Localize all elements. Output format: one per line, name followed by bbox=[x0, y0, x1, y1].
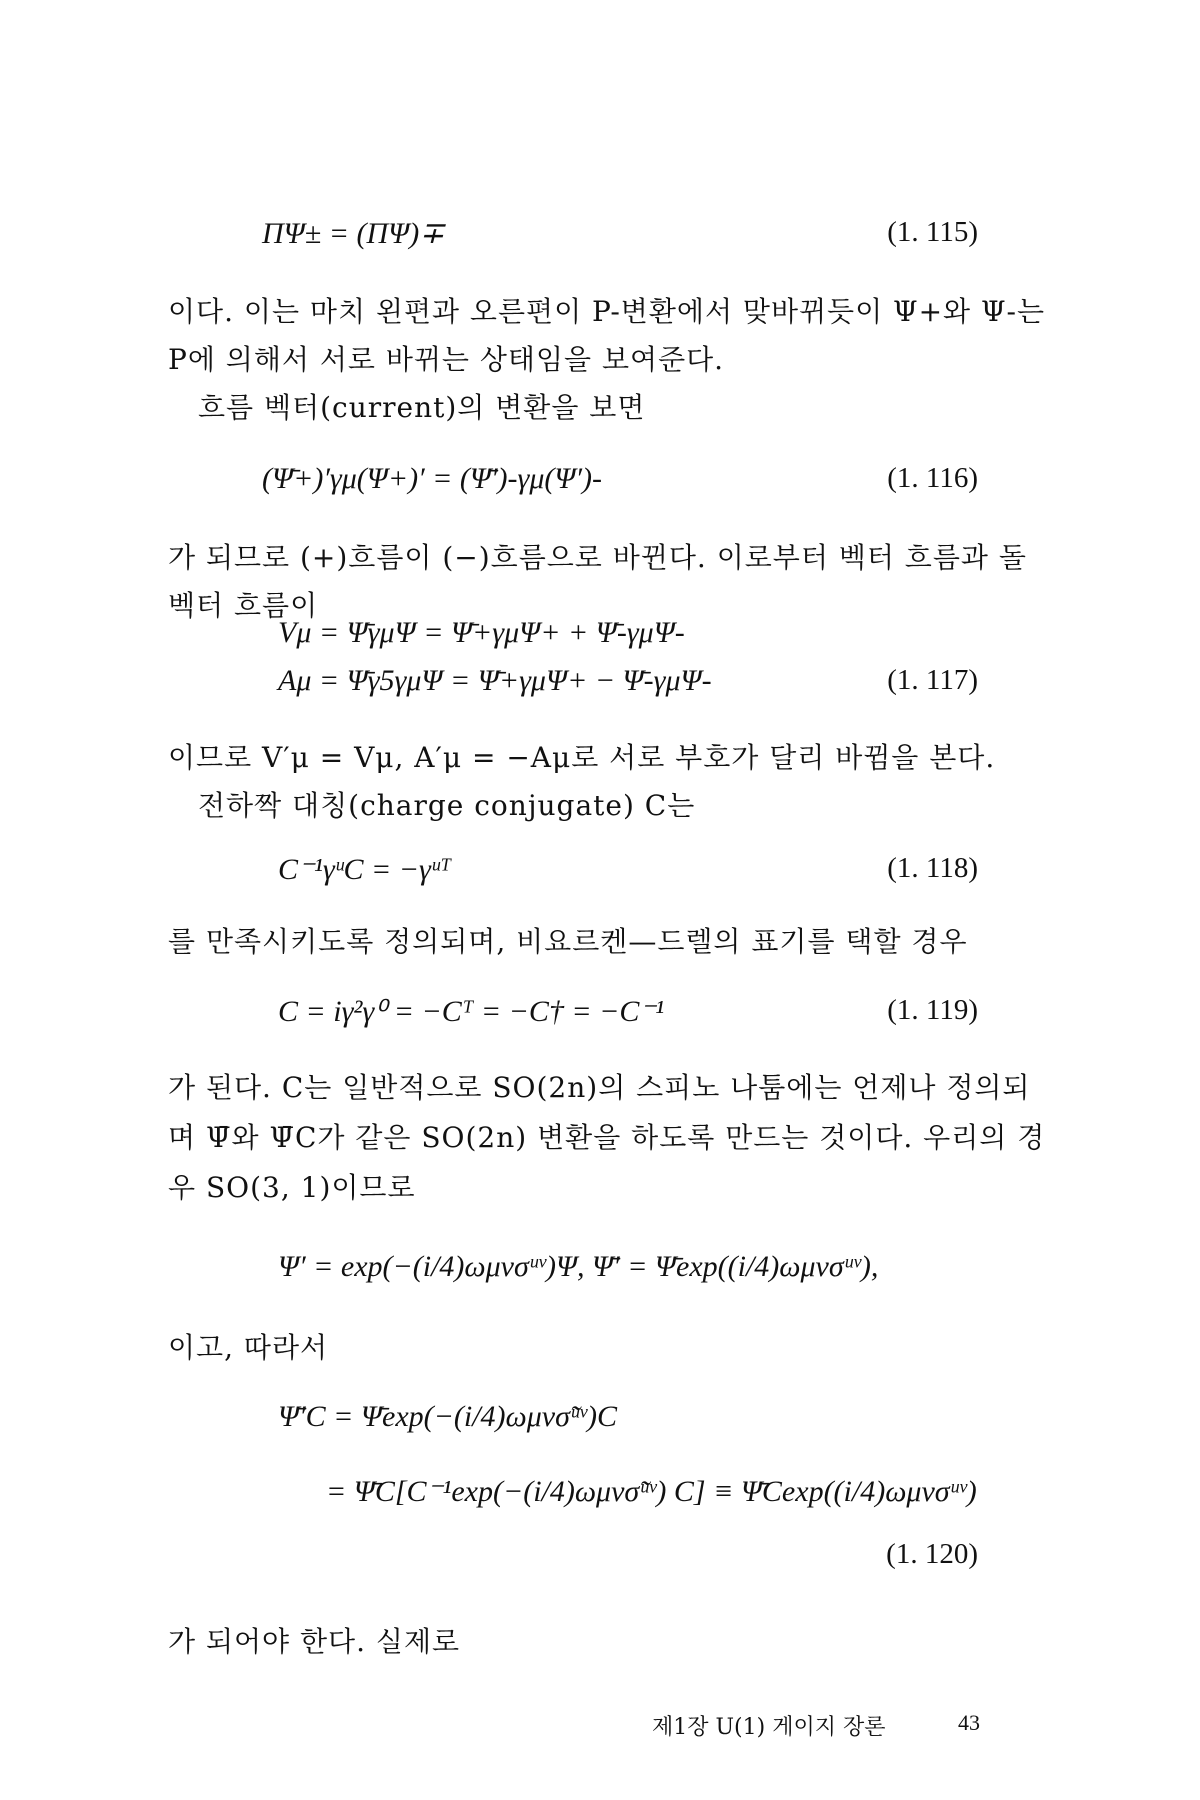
page-number: 43 bbox=[958, 1710, 980, 1735]
equation-number-1-119: (1. 119) bbox=[887, 994, 978, 1026]
paragraph-3-line-1: 가 되므로 (+)흐름이 (−)흐름으로 바뀐다. 이로부터 벡터 흐름과 돌 bbox=[168, 541, 1027, 574]
paragraph-4-line-2: 전하짝 대칭(charge conjugate) C는 bbox=[198, 789, 696, 822]
running-footer-chapter: 제1장 U(1) 게이지 장론 bbox=[652, 1715, 886, 1740]
paragraph-2-line-1: 흐름 벡터(current)의 변환을 보면 bbox=[198, 391, 646, 424]
paragraph-6-line-2: 며 Ψ̄와 Ψ̄C가 같은 SO(2n) 변환을 하도록 만드는 것이다. 우리의 경 bbox=[168, 1121, 1046, 1154]
paragraph-4-line-1: 이므로 V′μ = Vμ, A′μ = −Aμ로 서로 부호가 달리 바뀜을 본다. bbox=[168, 741, 996, 774]
equation-1-116: (Ψ̄+)′γμ(Ψ+)′ = (Ψ̄′)-γμ(Ψ′)- bbox=[262, 462, 603, 495]
equation-1-117-axial: Aμ = Ψ̄γ5γμΨ = Ψ̄+γμΨ+ − Ψ̄-γμΨ- bbox=[278, 664, 712, 697]
equation-number-1-118: (1. 118) bbox=[887, 852, 978, 884]
paragraph-1-line-1: 이다. 이는 마치 왼편과 오른편이 P-변환에서 맞바뀌듯이 Ψ+와 Ψ-는 bbox=[168, 295, 1046, 328]
equation-1-118: C⁻¹γᵘC = −γᵘᵀ bbox=[278, 853, 452, 886]
equation-number-1-116: (1. 116) bbox=[887, 462, 978, 494]
equation-1-115: ΠΨ± = (ΠΨ)∓ bbox=[262, 217, 445, 250]
equation-number-1-115: (1. 115) bbox=[887, 216, 978, 248]
equation-1-120-line-2: = Ψ̄C[C⁻¹exp(−(i/4)ωμνσ̃ᵘᵛ) C] ≡ Ψ̄Cexp((i/4)ωμνσᵘᵛ) bbox=[326, 1475, 977, 1508]
paragraph-7-line-1: 이고, 따라서 bbox=[168, 1331, 329, 1364]
equation-number-1-120: (1. 120) bbox=[886, 1538, 978, 1570]
equation-1-120-line-1: Ψ̄′C = Ψ̄exp(−(i/4)ωμνσ̃ᵘᵛ)C bbox=[278, 1400, 618, 1433]
paragraph-6-line-3: 우 SO(3, 1)이므로 bbox=[168, 1171, 416, 1204]
equation-1-117-vector: Vμ = Ψ̄γμΨ = Ψ̄+γμΨ+ + Ψ̄-γμΨ- bbox=[278, 616, 685, 649]
paragraph-1-line-2: P에 의해서 서로 바뀌는 상태임을 보여준다. bbox=[168, 343, 725, 376]
equation-spinor-transform: Ψ′ = exp(−(i/4)ωμνσᵘᵛ)Ψ, Ψ̄′ = Ψ̄exp((i/4)ωμνσᵘᵛ), bbox=[278, 1250, 879, 1283]
equation-1-119: C = iγ²γ⁰ = −Cᵀ = −C† = −C⁻¹ bbox=[278, 995, 665, 1028]
paragraph-6-line-1: 가 된다. C는 일반적으로 SO(2n)의 스피노 나툼에는 언제나 정의되 bbox=[168, 1071, 1031, 1104]
paragraph-8-line-1: 가 되어야 한다. 실제로 bbox=[168, 1625, 461, 1658]
equation-number-1-117: (1. 117) bbox=[887, 664, 978, 696]
paragraph-3-line-2: 벡터 흐름이 bbox=[168, 589, 319, 622]
paragraph-5-line-1: 를 만족시키도록 정의되며, 비요르켄—드렐의 표기를 택할 경우 bbox=[168, 925, 968, 958]
